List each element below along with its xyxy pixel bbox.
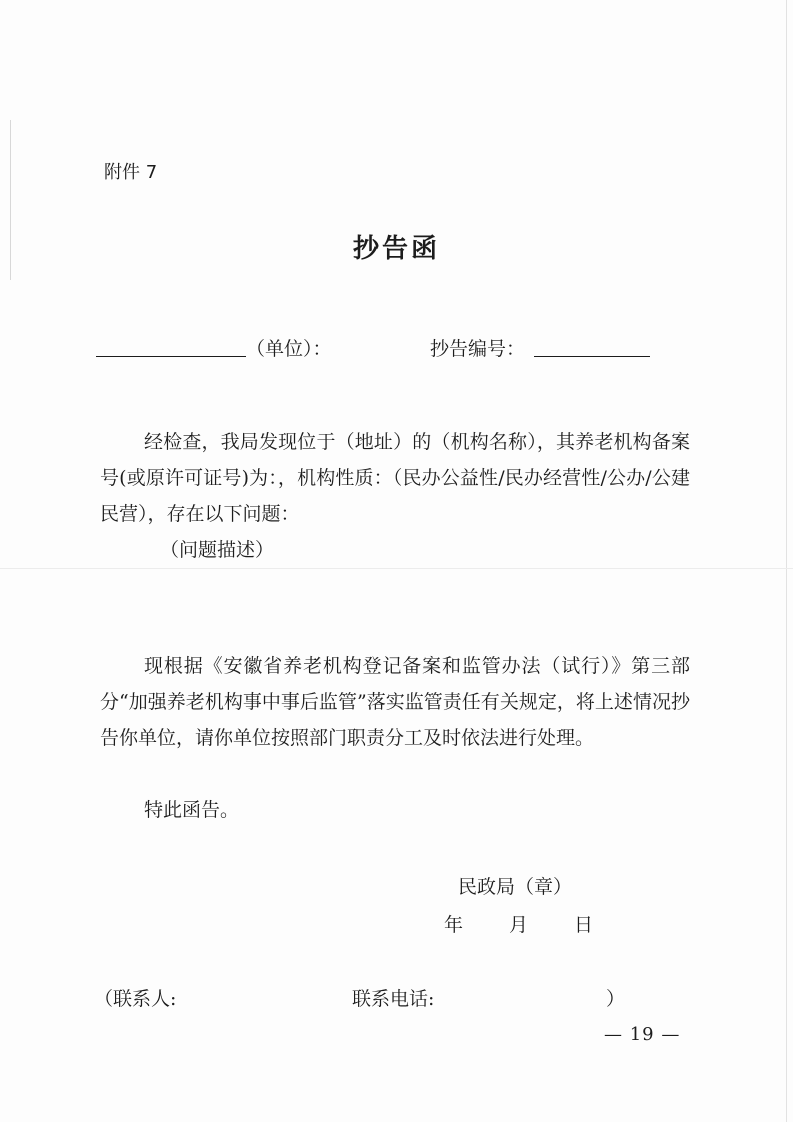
cc-number-label: 抄告编号： bbox=[430, 338, 526, 360]
attachment-label: 附件 7 bbox=[104, 162, 158, 183]
date-row bbox=[444, 910, 593, 937]
contact-close-paren: ） bbox=[606, 988, 626, 1010]
scan-fold-line bbox=[0, 568, 793, 569]
page-number: — 19 — bbox=[604, 1024, 681, 1045]
problem-description-placeholder: （问题描述） bbox=[160, 539, 275, 561]
basis-paragraph: 现根据《安徽省养老机构登记备案和监管办法（试行）》第三部分“加强养老机构事中事后监管”落实监管责任有关规定，将上述情况抄告你单位，请你单位按照部门职责分工及时依法进行处理。 bbox=[100, 655, 690, 749]
addressee-blank-line bbox=[96, 356, 246, 357]
date-month: 月 bbox=[509, 914, 529, 936]
contact-person-label: （联系人: bbox=[94, 988, 177, 1010]
date-year: 年 bbox=[444, 914, 464, 936]
scan-edge-mark bbox=[786, 0, 787, 1122]
date-day: 日 bbox=[574, 914, 594, 936]
issuer-signature: 民政局（章） bbox=[458, 876, 573, 898]
cc-number-blank-line bbox=[534, 356, 650, 357]
addressee-unit-label: （单位）： bbox=[246, 338, 332, 360]
document-title: 抄告函 bbox=[352, 234, 440, 264]
contact-phone-label: 联系电话: bbox=[352, 988, 435, 1010]
closing-line: 特此函告。 bbox=[144, 799, 240, 821]
inspection-paragraph: 经检查，我局发现位于（地址）的（机构名称），其养老机构备案号(或原许可证号)为：，机构性质：（民办公益性/民办经营性/公办/公建民营），存在以下问题： bbox=[100, 431, 690, 525]
